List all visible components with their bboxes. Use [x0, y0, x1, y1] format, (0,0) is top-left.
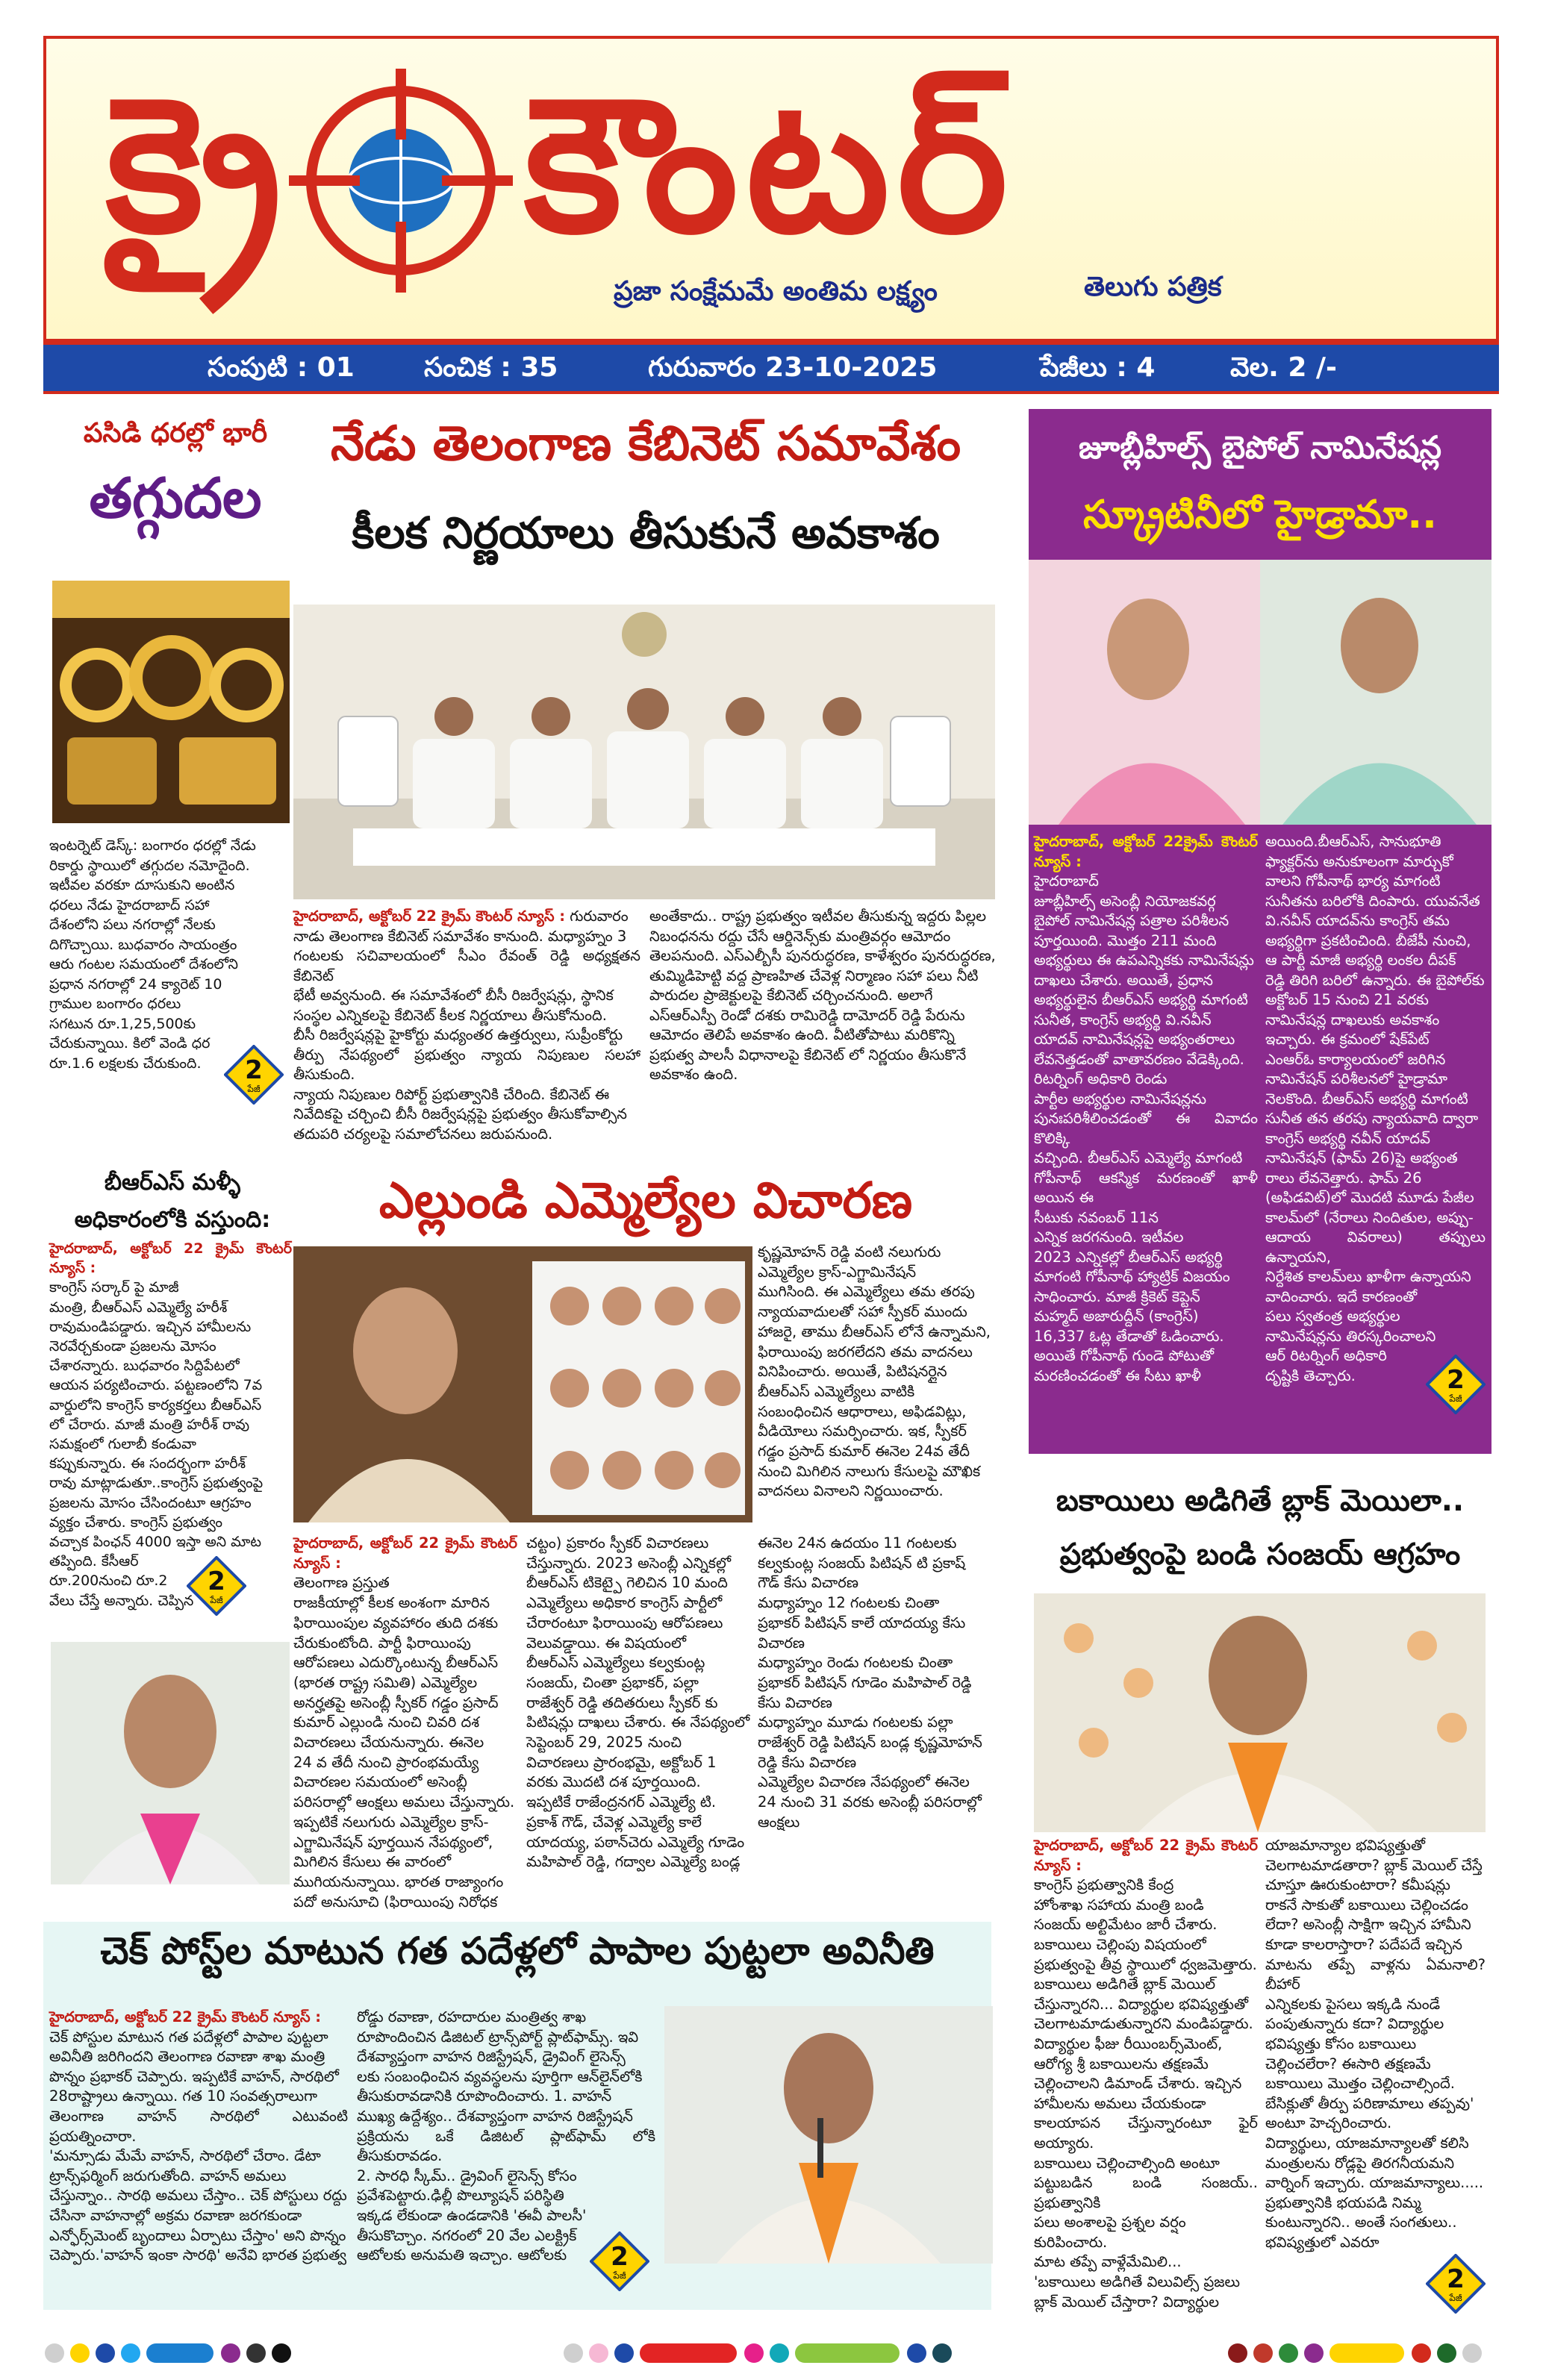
body-line: హైదరాబాద్ [1034, 872, 1099, 890]
body-line: బ్లాక్ మెయిల్ చేస్తారా? విద్యార్థుల [1034, 2293, 1220, 2311]
body-line: మంత్రి, బీఆర్ఎస్ ఎమ్మెల్యే హరీశ్ [49, 1299, 228, 1316]
body-line: వీడియోలు సమర్పించారు. ఇక, స్పీకర్ [758, 1422, 967, 1440]
body-line: అవకాశం ఉంది. [649, 1066, 738, 1083]
body-line: (అఫిడవిట్)లో మొదటి మూడు పేజీల [1265, 1189, 1474, 1206]
body-line: అంటూ హెచ్చరించారు. [1265, 2114, 1392, 2132]
badge-number: 2 [245, 1055, 263, 1085]
body-line: వరకు మొదటి దశ పూర్తయింది. [526, 1773, 701, 1791]
body-line: బైపోల్ నామినేషన్ల పత్రాల పరిశీలన [1034, 912, 1229, 929]
cabinet-subheadline: కీలక నిర్ణయాలు తీసుకునే అవకాశం [352, 507, 940, 558]
jubilee-hills-headline: జూబ్లీహిల్స్ బైపోల్ నామినేషన్ల [1079, 429, 1441, 466]
body-line: సునీత తన తరపు న్యాయవాది ద్వారా [1265, 1110, 1479, 1127]
body-line: చెల్లించాలని డిమాండ్ చేశారు. ఇచ్చిన [1034, 2075, 1242, 2093]
body-line: విచారణల సమయంలో అసెంబ్లీ [293, 1773, 467, 1791]
body-line: సునీతను బరిలోకి దింపారు. యువనేత [1265, 892, 1480, 910]
badge-page-label: పేజీ [613, 2270, 626, 2281]
body-line: చేసినా వాహనాల్లో అక్రమ రవాణా జరగకుండా [49, 2206, 302, 2224]
body-line: వి.నవీన్ యాదవ్‌ను కాంగ్రెస్ తమ [1265, 912, 1450, 929]
body-line: ఎంఆర్ఓ కార్యాలయంలో జరిగిన [1265, 1050, 1446, 1068]
body-line: మంత్రులను రోడ్లపై తిరగనీయమని [1265, 2154, 1455, 2172]
cabinet-headline: నేడు తెలంగాణ కేబినెట్ సమావేశం [330, 416, 961, 472]
body-line: పట్టుబడిన బండి సంజయ్.. ప్రభుత్వానికి [1034, 2174, 1258, 2211]
continued-page-badge [224, 1045, 284, 1105]
body-line: చేశారన్నారు. బుధవారం సిద్దిపేటలో [49, 1358, 240, 1375]
body-line: ఇక్కడ లేకుండా ఉండడానికి 'ఈవీ పాలసీ' [357, 2206, 587, 2224]
body-line: 24 వ తేదీ నుంచి ప్రారంభమయ్యే [293, 1753, 479, 1771]
body-line: తెలంగాణ ప్రస్తుత [293, 1574, 390, 1592]
body-line: కాంగ్రెస్ సర్కార్ పై మాజీ [49, 1279, 179, 1296]
body-line: నామినేషన్ (ఫామ్ 26)పై అభ్యంత [1265, 1149, 1458, 1166]
body-line: ఇప్పటికే నలుగురు ఎమ్మెల్యేల క్రాస్- [293, 1813, 489, 1831]
dateline: హైదరాబాద్, అక్టోబర్ 22 క్రైమ్ కౌంటర్ న్యూస్ : [293, 1534, 517, 1572]
gold-story-headline: తగ్గుదల [89, 466, 262, 531]
body-line: దృష్టికి తెచ్చారు. [1265, 1367, 1356, 1384]
body-line: ఎన్ఫోర్స్‌మెంట్ బృందాలు ఏర్పాటు చేస్తాం' అని పొన్నం [49, 2226, 346, 2244]
footer-color-strip-right [1228, 2343, 1504, 2366]
body-line: అక్టోబర్ 15 నుంచి 21 వరకు [1265, 991, 1429, 1008]
body-line: ఆరు గంటల సమయంలో దేశంలోని [49, 956, 238, 972]
continued-page-badge [1426, 2254, 1486, 2314]
body-line: ప్రభుత్వంపై తీవ్ర స్థాయిలో ధ్వజమెత్తారు. [1034, 1955, 1257, 1973]
brand-name-left: క్రై [105, 57, 282, 274]
body-line: రాజకీయాల్లో కీలక అంశంగా మారిన [293, 1594, 490, 1612]
check-post-col-2 [357, 2008, 655, 2266]
body-line: పరిసరాల్లో ఆంక్షలు అమలు చేస్తున్నారు. [293, 1793, 515, 1811]
body-line: ఎమ్మెల్యేల విచారణ నేపథ్యంలో ఈనెల [758, 1773, 970, 1791]
body-line: కాంగ్రెస్ అభ్యర్థి నవీన్ యాదవ్ [1265, 1129, 1430, 1147]
body-line: యాజమాన్యాల భవిష్యత్తుతో [1265, 1837, 1426, 1854]
body-line: ముగియనున్నాయి. భారత రాజ్యాంగం [293, 1873, 504, 1890]
body-line: గౌడ్ కేసు విచారణ [758, 1574, 858, 1592]
body-line: విద్యార్థుల ఫీజు రీయింబర్స్‌మెంట్, [1034, 2034, 1223, 2052]
body-line: నామినేషన్ పరిశీలనలో హైడ్రామా [1265, 1070, 1448, 1087]
body-line: లకు సంబంధించిన వ్యవస్థలను పూర్తిగా ఆన్‌లైన్‌లోకి [357, 2067, 643, 2085]
body-line: కాంగ్రెస్ ప్రభుత్వానికి కేంద్ర [1034, 1876, 1174, 1894]
body-line: ప్రకాశ్ గౌడ్, చేవెళ్ల ఎమ్మెల్యే కాలే [526, 1813, 702, 1831]
body-line: రెడ్డి తిరిగి బరిలో ఉన్నారు. ఈ బైపోల్‌కు [1265, 971, 1485, 989]
body-line: తీసుకురావడానికి రూపొందించారు. 1. వాహన్ [357, 2087, 612, 2105]
continued-page-badge [1426, 1355, 1486, 1414]
body-line: అంతేకాదు.. రాష్ట్ర ప్రభుత్వం ఇటీవల తీసుకున్న ఇద్దరు పిల్లల [649, 908, 987, 925]
body-line: భవిష్యత్తులో ఎవరూ [1265, 2233, 1380, 2251]
body-line: 16,337 ఓట్ల తేడాతో ఓడించారు. [1034, 1327, 1224, 1345]
volume-number: సంపుటి : 01 [208, 352, 355, 383]
body-line: ముగిసింది. ఈ ఎమ్మెల్యేలు తమ తరపు [758, 1283, 975, 1301]
body-line: బకాయిలు చెల్లించాల్సింది అంటూ [1034, 2154, 1220, 2172]
body-line: రాజేశ్వర్ రెడ్డి తదితరులు స్పీకర్ కు [526, 1693, 718, 1711]
body-line: మరణించడంతో ఈ సీటు ఖాళీ [1034, 1367, 1201, 1384]
brs-story-headline [49, 1164, 296, 1239]
body-line: దేశవ్యాప్తంగా వాహన రిజిస్ట్రేషన్, డ్రైవింగ్ లైసెన్స్ [357, 2048, 626, 2066]
body-line: ఆటోలకు అనుమతి ఇచ్చాం. ఆటోలకు [357, 2246, 567, 2264]
body-line: నామినేషన్ల దాఖలుకు అవకాశం [1265, 1011, 1440, 1028]
body-line: తెలపనుంది. ఎస్ఎల్బీసీ పునరుద్ధరణ, కాళేశ్వరం పునరుద్ధరణ, [649, 947, 996, 964]
body-line: సంజయ్, చింతా ప్రభాకర్, పల్లా [526, 1673, 699, 1691]
body-line: నిర్దేశిత కాలమ్‌లు ఖాళీగా ఉన్నాయని [1265, 1268, 1471, 1285]
badge-number: 2 [1447, 1365, 1465, 1395]
globe-crosshair-logo [289, 69, 513, 293]
body-line: కాలమ్‌లో (నేరాలు నిందితుల, అప్పు- [1265, 1208, 1474, 1226]
dateline: హైదరాబాద్, అక్టోబర్ 22 క్రైమ్ కౌంటర్ న్యూస్ : [49, 1240, 292, 1277]
body-line: చెలగాటమాడతారా? బ్లాక్ మెయిల్ చేస్తే [1265, 1856, 1483, 1874]
body-line: వార్నింగ్ ఇచ్చారు. యాజమాన్యాలు..... [1265, 2174, 1484, 2192]
body-line: 2023 ఎన్నికల్లో బీఆర్ఎస్ అభ్యర్థి [1034, 1248, 1223, 1266]
body-line: బీఆర్ఎస్ ఎమ్మెల్యేలు కల్వకుంట్ల [526, 1654, 705, 1672]
issue-date: గురువారం 23-10-2025 [648, 352, 938, 383]
body-line: కూడా కాలరాస్తారా? పదేపదే ఇచ్చిన [1265, 1935, 1462, 1953]
masthead [43, 36, 1499, 342]
body-line: మాట తప్పే వాళ్లేమేమిలి... [1034, 2253, 1182, 2271]
body-line: ప్రభాకర్ పిటిషన్ గూడెం మహిపాల్ రెడ్డి [758, 1673, 972, 1691]
body-line: తదుపరి చర్యలపై సమాలోచనలు జరుపనుంది. [293, 1125, 553, 1143]
body-line: లేవనెత్తడంతో వాతావరణం వేడెక్కింది. [1034, 1050, 1244, 1068]
headline-line: ప్రభుత్వంపై బండి సంజయ్ ఆగ్రహం [1059, 1537, 1461, 1572]
body-line: ప్రభాకర్ పిటిషన్ కాలే యాదయ్య కేసు [758, 1614, 966, 1631]
continued-page-badge [590, 2231, 649, 2291]
body-line: అయింది.బీఆర్ఎస్, సానుభూతి [1265, 833, 1441, 850]
body-line: ఇంటర్నెట్ డెస్క్: బంగారం ధరల్లో నేడు [49, 837, 256, 854]
body-line: ట్రాన్స్‌ఫర్మింగ్ జరుగుతోంది. వాహన్ అమలు [49, 2167, 287, 2184]
body-line: తప్పింది. కేసీఆర్ [49, 1553, 139, 1570]
body-line: చెక్ పోస్టుల మాటున గత పదేళ్లలో పాపాల పుట్టలా [49, 2028, 328, 2046]
body-line: పలు స్వతంత్ర అభ్యర్థుల [1265, 1308, 1400, 1325]
body-line: దిగొచ్చాయి. బుధవారం సాయంత్రం [49, 936, 237, 953]
body-line: రూ.1.6 లక్షలకు చేరుకుంది. [49, 1055, 202, 1072]
dateline: హైదరాబాద్, అక్టోబర్ 22క్రైమ్ కౌంటర్ న్యూస్ : [1034, 833, 1258, 870]
issue-number: సంచిక : 35 [424, 352, 558, 383]
body-line: గడ్డం ప్రసాద్ కుమార్ ఈనెల 24వ తేదీ [758, 1443, 970, 1461]
body-line: లేదా? అసెంబ్లీ సాక్షిగా ఇచ్చిన హామీని [1265, 1916, 1471, 1934]
body-line: నిబంధనను రద్దు చేసే ఆర్డినెన్స్‌కు మంత్రివర్గం ఆమోదం [649, 927, 951, 945]
body-line: ప్రభుత్వానికి భయపడి నిమ్మ [1265, 2193, 1421, 2211]
body-line: తుమ్మిడిహెట్టి వద్ద ప్రాణహిత చేవెళ్ల నిర్మాణం సహా పలు నీటి [649, 966, 979, 984]
jubilee-hills-subheadline: స్క్రూటినీలో హైడ్రామా.. [1083, 493, 1437, 537]
cabinet-story-col-1 [293, 907, 640, 1144]
body-line: ఆరోగ్య శ్రీ బకాయిలను తక్షణమే [1034, 2055, 1209, 2073]
headline-line: బకాయిలు అడిగితే బ్లాక్ మెయిలా.. [1056, 1484, 1465, 1518]
body-line: అనర్హతపై అసెంబ్లీ స్పీకర్ గడ్డం ప్రసాద్ [293, 1693, 499, 1711]
bandi-sanjay-photo [1034, 1593, 1486, 1832]
body-line: గురువారం [570, 908, 629, 925]
body-line: చూస్తూ ఊరుకుంటారా? కమీషన్లు [1265, 1876, 1450, 1894]
body-line: వినిపించారు. అయితే, పిటిషనర్లైన [758, 1363, 947, 1381]
body-line: తెలంగాణ వాహన్ సారథిలో ఎటువంటి ప్రయత్నించారా. [49, 2107, 348, 2145]
body-line: అభ్యర్థులైన బీఆర్ఎస్ అభ్యర్థి మాగంటి [1034, 991, 1248, 1008]
body-line: ప్రవేశపెట్టారు.ఢిల్లీ పొల్యూషన్ పరిస్థితి [357, 2187, 564, 2205]
body-line: నాడు తెలంగాణ కేబినెట్ సమావేశం కానుంది. మధ్యాహ్నం 3 [293, 927, 627, 945]
check-post-col-1 [49, 2008, 348, 2266]
body-line: వచ్చాక పింఛన్ 4000 ఇస్తా అని మాట [49, 1534, 262, 1551]
badge-page-label: పేజీ [1449, 1393, 1462, 1404]
body-line: వార్డులోని కాంగ్రెస్ కార్యకర్తలు బీఆర్ఎస్ [49, 1396, 262, 1414]
body-line: మాటను తప్పే వాళ్లను ఏమనాలి? బీహార్ [1265, 1955, 1486, 1993]
body-line: మధ్యాహ్నం రెండు గంటలకు చింతా [758, 1654, 953, 1672]
body-line: పలు అంశాలపై ప్రశ్నల వర్షం [1034, 2214, 1186, 2231]
dateline: హైదరాబాద్, అక్టోబర్ 22 క్రైమ్ కౌంటర్ న్యూస్ : [293, 908, 566, 925]
jubilee-hills-col-2 [1265, 832, 1486, 1386]
body-line: ప్రభుత్వ పాలసీ విధానాలపై కేబినెట్ లో నిర్ణయం తీసుకొనే [649, 1046, 967, 1063]
badge-number: 2 [1447, 2264, 1465, 2294]
body-line: విచారణలు చేయనున్నారు. ఈనెల [293, 1734, 484, 1752]
body-line: మిగిలిన కేసులు ఈ వారంలో [293, 1853, 452, 1871]
paper-type: తెలుగు పత్రిక [1084, 272, 1222, 302]
body-line: ఫిరాయింపు జరగలేదని తమ వాదనలు [758, 1343, 973, 1361]
body-line: పిటిషన్లు దాఖలు చేశారు. ఈ నేపథ్యంలో [526, 1714, 750, 1731]
body-line: అయితే గోపీనాథ్ గుండె పోటుతో [1034, 1347, 1214, 1364]
body-line: మధ్యాహ్నం 12 గంటలకు చింతా [758, 1594, 940, 1612]
body-line: పారుదల ప్రాజెక్టులపై కేబినెట్ చర్చించనుంది. అలాగే [649, 987, 933, 1004]
body-line: ఇచ్చారు. ఈ క్రమంలో షేక్‌పేట్ [1265, 1031, 1430, 1048]
body-line: సంజయ్ అల్టిమేటం జారీ చేశారు. [1034, 1916, 1218, 1934]
body-line: ఎన్నిక జరగనుంది. ఇటీవల [1034, 1228, 1184, 1246]
body-line: గోపీనాథ్ ఆకస్మిక మరణంతో ఖాళీ అయిన ఈ [1034, 1169, 1258, 1206]
body-line: ఆ పార్టీ మాజీ అభ్యర్థి లంకల దీపక్ [1265, 952, 1456, 969]
mla-story-col-1 [293, 1534, 517, 1912]
body-line: పొన్నం ప్రభాకర్ చెప్పారు. ఇప్పటికే వాహన్, సారథిలో [49, 2067, 339, 2085]
body-line: చట్టం) ప్రకారం స్పీకర్ విచారణలు [526, 1534, 709, 1552]
body-line: హోంశాఖ సహాయ మంత్రి బండి [1034, 1896, 1204, 1914]
body-line: చేరుకుంటోంది. పార్టీ ఫిరాయింపు [293, 1634, 471, 1652]
gold-story-body [49, 836, 292, 1073]
body-line: న్యాయ నిపుణుల రిపోర్ట్ ప్రభుత్వానికి చేరింది. కేబినెట్ ఈ [293, 1085, 610, 1103]
mla-story-side-column [758, 1243, 1000, 1502]
body-line: ముఖ్య ఉద్దేశ్యం.. దేశవ్యాప్తంగా వాహన రిజిస్ట్రేషన్ [357, 2107, 633, 2125]
body-line: ఫ్యాక్టర్‌ను అనుకూలంగా మార్చుకో [1265, 852, 1453, 870]
body-line: నివేదికపై చర్చించి బీసీ రిజర్వేషన్లపై ప్రభుత్వం తీసుకోవాల్సిన [293, 1105, 627, 1122]
mla-story-col-3 [758, 1534, 1000, 1833]
body-line: న్యాయవాదులతో సహా స్పీకర్ ముందు [758, 1303, 967, 1321]
badge-number: 2 [208, 1567, 225, 1596]
body-line: పార్టీల అభ్యర్థుల నామినేషన్లను [1034, 1090, 1206, 1108]
body-line: 2. సారధి స్కీమ్.. డ్రైవింగ్ లైసెన్స్ కోసం [357, 2167, 577, 2184]
cabinet-story-col-2 [649, 907, 997, 1085]
body-line: ధరలు నేడు హైదరాబాద్ సహా [49, 896, 210, 913]
speaker-and-mlas-photo [293, 1246, 752, 1522]
body-line: గంటలకు సచివాలయంలో సీఎం రేవంత్ రెడ్డి అధ్యక్షతన కేబినెట్ [293, 947, 640, 984]
badge-number: 2 [611, 2242, 629, 2272]
body-line: మహ్మద్ అజారుద్దీన్ (కాంగ్రెస్) [1034, 1308, 1199, 1325]
brand-name-right: కౌంటర్ [524, 57, 1015, 274]
candidates-photo [1029, 560, 1491, 825]
body-line: ఇప్పటికే రాజేంద్రనగర్ ఎమ్మెల్యే టి. [526, 1793, 717, 1811]
body-line: దాఖలు చేశారు. అయితే, ప్రధాన [1034, 971, 1213, 989]
body-line: వాదించారు. ఇదే కారణంతో [1265, 1287, 1418, 1305]
body-line: మహిపాల్ రెడ్డి, గద్వాల ఎమ్మెల్యే బండ్ల [526, 1853, 741, 1871]
body-line: కుంటున్నారని.. అంతే సంగతులు.. [1265, 2214, 1457, 2231]
continued-page-badge [187, 1556, 246, 1616]
body-line: నెరవేర్చకుండా ప్రజలను మోసం [49, 1338, 216, 1355]
bandi-story-col-2 [1265, 1836, 1486, 2252]
body-line: బకాయిలు మొత్తం చెల్లించాల్సిందే. [1265, 2075, 1455, 2093]
body-line: విచారణ [758, 1634, 805, 1652]
tagline: ప్రజా సంక్షేమమే అంతిమ లక్ష్యం [614, 276, 938, 307]
body-line: చేస్తున్నారు. 2023 అసెంబ్లీ ఎన్నికల్లో [526, 1554, 732, 1572]
body-line: వేలు చేస్తే అన్నారు. చెప్పిన [49, 1592, 194, 1609]
body-line: పునఃపరిశీలించడంతో ఈ వివాదం కొలిక్కి [1034, 1110, 1258, 1147]
body-line: చేరుకున్నాయి. కిలో వెండి ధర [49, 1035, 211, 1052]
price: వెల. 2 /- [1230, 352, 1338, 383]
body-line: యాదయ్య, పఠాన్‌చెరు ఎమ్మెల్యే గూడెం [526, 1833, 745, 1851]
body-line: రిటర్నింగ్ అధికారి రెండు [1034, 1070, 1168, 1087]
body-line: సెప్టెంబర్ 29, 2025 నుంచి [526, 1734, 682, 1752]
body-line: రికార్డు స్థాయిలో తగ్గుదల నమోదైంది. [49, 857, 250, 874]
badge-page-label: పేజీ [247, 1084, 261, 1094]
body-line: అభ్యర్థులు ఈ ఉపఎన్నికకు నామినేషన్లు [1034, 952, 1254, 969]
footer-color-strip-center [564, 2343, 959, 2366]
mla-hearing-headline: ఎల్లుండి ఎమ్మెల్యేల విచారణ [378, 1172, 913, 1229]
bandi-story-col-1 [1034, 1836, 1258, 2312]
body-line: రావుమండిపడ్డారు. ఇచ్చిన హామీలను [49, 1318, 252, 1335]
body-line: చెలగాటమాడుతున్నారని మండిపడ్డారు. [1034, 2015, 1253, 2033]
body-line: కుమార్ ఎల్లుండి నుంచి చివరి దశ [293, 1714, 480, 1731]
body-line: కేసు విచారణ [758, 1693, 832, 1711]
body-line: రూ.200నుంచి రూ.2 [49, 1572, 168, 1590]
dateline: హైదరాబాద్, అక్టోబర్ 22 క్రైమ్ కౌంటర్ న్యూస్ : [1034, 1837, 1258, 1874]
check-post-headline: చెక్ పోస్ట్‌ల మాటున గత పదేళ్లలో పాపాల పుట్టలా అవినీతి [100, 1929, 935, 1973]
body-line: సమక్షంలో గులాబీ కండువా [49, 1436, 196, 1453]
body-line: చేరారంటూ ఫిరాయింపు ఆరోపణలు [526, 1614, 723, 1631]
body-line: వెలువడ్డాయి. ఈ విషయంలో [526, 1634, 687, 1652]
gold-story-kicker: పసిడి ధరల్లో భారీ [83, 418, 268, 449]
body-line: కాలయాపన చేస్తున్నారంటూ ఫైర్ అయ్యారు. [1034, 2114, 1258, 2152]
body-line: నామినేషన్లను తిరస్కరించాలని [1265, 1327, 1436, 1345]
body-line: బేసిక్లుతో తీర్పు పరిణామాలు తప్పవు' [1265, 2094, 1474, 2112]
body-line: ప్రజలను మోసం చేసిందంటూ ఆగ్రహం [49, 1494, 252, 1511]
body-line: సగటున రూ.1,25,500కు [49, 1015, 196, 1032]
bandi-sanjay-headline [1029, 1474, 1491, 1581]
headline-line: అధికారంలోకి వస్తుంది: [74, 1207, 271, 1233]
badge-page-label: పేజీ [1449, 2293, 1462, 2303]
body-line: తీసుకొచ్చాం. నగరంలో 20 వేల ఎలక్ట్రిక్ [357, 2226, 577, 2244]
body-line: ఎన్నికలకు పైసలు ఇక్కడి నుండే [1265, 1995, 1441, 2013]
body-line: పంపుతున్నారు కదా? విద్యార్థుల [1265, 2015, 1444, 2033]
body-line: ఆంక్షలు [758, 1813, 800, 1831]
body-line: అభ్యర్థిగా ప్రకటించింది. బీజేపీ నుంచి, [1265, 931, 1471, 949]
body-line: (భారత రాష్ట్ర సమితి) ఎమ్మెల్యేల [293, 1673, 478, 1691]
body-line: రెడ్డి కేసు విచారణ [758, 1753, 857, 1771]
body-line: తీర్పు నేపథ్యంలో ప్రభుత్వం న్యాయ నిపుణుల సలహా తీసుకుంది. [293, 1046, 640, 1083]
body-line: కల్వకుంట్ల సంజయ్ పిటిషన్ టి ప్రకాష్ [758, 1554, 966, 1572]
issue-info-bar [43, 342, 1499, 394]
body-line: విచారణలు ప్రారంభమై, అక్టోబర్ 1 [526, 1753, 717, 1771]
body-line: హాజరై, తాము బీఆర్ఎస్ లోనే ఉన్నామని, [758, 1322, 991, 1340]
body-line: ఈనెల 24న ఉదయం 11 గంటలకు [758, 1534, 957, 1552]
body-line: విద్యార్థులు, యాజమాన్యాలతో కలిసి [1265, 2134, 1469, 2152]
body-line: సీటుకు నవంబర్ 11న [1034, 1208, 1159, 1226]
body-line: సంబంధించిన ఆధారాలు, అఫిడవిట్లు, [758, 1402, 967, 1420]
body-line: 'బకాయిలు అడిగితే విలువిల్స్ ప్రజలు [1034, 2273, 1241, 2291]
body-line: పూర్తయింది. మొత్తం 211 మంది [1034, 931, 1217, 949]
body-line: ఆర్ రిటర్నింగ్ అధికారి [1265, 1347, 1387, 1364]
body-line: భేటీ అవ్వనుంది. ఈ సమావేశంలో బీసీ రిజర్వేషన్లు, స్థానిక [293, 987, 614, 1004]
body-line: వాదనలు వినాలని నిర్ణయించారు. [758, 1482, 944, 1500]
gold-jewellery-photo [52, 581, 290, 823]
body-line: నుంచి మిగిలిన నాలుగు కేసులపై మౌఖిక [758, 1462, 981, 1480]
body-line: ఎగ్జామినేషన్ పూర్తయిన నేపథ్యంలో, [293, 1833, 493, 1851]
body-line: గ్రాముల బంగారం ధరలు [49, 996, 181, 1012]
body-line: బీఆర్ఎస్ టికెట్పై గెలిచిన 10 మంది [526, 1574, 728, 1592]
page-count: పేజీలు : 4 [1040, 352, 1156, 383]
body-line: మధ్యాహ్నం మూడు గంటలకు పల్లా [758, 1714, 953, 1731]
body-line: సాధించారు. మాజీ క్రికెట్ కెప్టెన్ [1034, 1287, 1200, 1305]
body-line: 24 నుంచి 31 వరకు అసెంబ్లీ పరిసరాల్లో [758, 1793, 982, 1811]
body-line: అవినీతి జరిగిందని తెలంగాణ రవాణా శాఖ మంత్రి [49, 2048, 325, 2066]
body-line: ఎమ్మెల్యేల క్రాస్-ఎగ్జామినేషన్ [758, 1263, 917, 1281]
harish-rao-photo [51, 1642, 290, 1884]
body-line: పదో అనుసూచి (ఫిరాయింపు నిరోధక [293, 1893, 498, 1911]
body-line: ప్రక్రియను ఒకే డిజిటల్ ప్లాట్‌ఫామ్ లోకి తీసుకురావడం. [357, 2127, 655, 2165]
body-line: దేశంలోని పలు నగరాల్లో నేలకు [49, 916, 216, 933]
dateline: హైదరాబాద్, అక్టోబర్ 22 క్రైమ్ కౌంటర్ న్యూస్ : [49, 2008, 322, 2026]
body-line: చెల్లించలేరా? ఈసారి తక్షణమే [1265, 2055, 1431, 2073]
body-line: సునీత, కాంగ్రెస్ అభ్యర్థి వి.నవీన్ [1034, 1011, 1212, 1028]
body-line: జూబ్లీహిల్స్ అసెంబ్లీ నియోజకవర్గ [1034, 892, 1216, 910]
body-line: యాదవ్ నామినేషన్లపై అభ్యంతరాలు [1034, 1031, 1235, 1048]
body-line: చేస్తున్నారని... విద్యార్థుల భవిష్యత్తుతో [1034, 1995, 1249, 2013]
body-line: కృష్ణమోహన్ రెడ్డి వంటి నలుగురు [758, 1243, 941, 1261]
body-line: భవిష్యత్తు కోసం బకాయిలు [1265, 2034, 1417, 2052]
badge-page-label: పేజీ [210, 1595, 223, 1605]
body-line: రాలు లేవనెత్తారు. ఫామ్ 26 [1265, 1169, 1422, 1187]
body-line: నెలకొంది. బీఆర్ఎస్ అభ్యర్థి మాగంటి [1265, 1090, 1468, 1108]
body-line: మాగంటి గోపీనాథ్ హ్యాట్రిక్ విజయం [1034, 1268, 1230, 1285]
body-line: వాలని గోపీనాథ్ భార్య మాగంటి [1265, 872, 1441, 890]
body-line: రావు మాట్లాడుతూ..కాంగ్రెస్ ప్రభుత్వంపై [49, 1475, 264, 1492]
body-line: ఆదాయ వివరాలు) తప్పులు ఉన్నాయని, [1265, 1228, 1486, 1266]
body-line: బకాయిలు చెల్లింపు విషయంలో [1034, 1935, 1206, 1953]
footer-color-strip-left [45, 2343, 314, 2366]
body-line: ఎస్ఆర్ఎస్పీ రెండో దశకు రామిరెడ్డి దామోదర్ రెడ్డి పేరును [649, 1006, 965, 1024]
body-line: రాజేశ్వర్ రెడ్డి పిటిషన్ బండ్ల కృష్ణమోహన్ [758, 1734, 982, 1752]
headline-line: బీఆర్ఎస్ మళ్ళీ [104, 1169, 241, 1196]
body-line: బీఆర్ఎస్ ఎమ్మెల్యేలు వాటికి [758, 1382, 915, 1400]
body-line: వచ్చింది. బీఆర్ఎస్ ఎమ్మెల్యే మాగంటి [1034, 1149, 1243, 1166]
body-line: ఆమోదం తెలిపే అవకాశం ఉంది. వీటితోపాటు మరికొన్ని [649, 1026, 955, 1043]
body-line: రాకనే సాకుతో బకాయిలు చెల్లించడం [1265, 1896, 1468, 1914]
body-line: ఫిరాయింపుల వ్యవహారం తుది దశకు [293, 1614, 499, 1631]
ponnam-prabhakar-photo [664, 2006, 993, 2264]
body-line: రోడ్డు రవాణా, రహదారుల మంత్రిత్వ శాఖ [357, 2008, 587, 2026]
body-line: ఆయన పర్యటించారు. పట్టణంలోని 7వ [49, 1377, 263, 1394]
body-line: ఎమ్మెల్యేలు అధికార కాంగ్రెస్ పార్టీలో [526, 1594, 723, 1612]
body-line: 'మన్సూడు మేమే వాహన్, సారథిలో చేరాం. డేటా [49, 2147, 321, 2165]
jubilee-hills-col-1 [1034, 832, 1258, 1386]
body-line: లో చేరారు. మాజీ మంత్రి హరీశ్ రావు [49, 1416, 250, 1433]
body-line: వ్యక్తం చేశారు. కాంగ్రెస్ ప్రభుత్వం [49, 1514, 222, 1531]
body-line: కప్పుకున్నారు. ఈ సందర్భంగా హరీశ్ [49, 1455, 246, 1472]
body-line: 28రాష్ట్రాలు ఉన్నాయి. గత 10 సంవత్సరాలుగా [49, 2087, 318, 2105]
brs-story-body [49, 1239, 292, 1611]
body-line: చేస్తున్నాం.. సారథి అమలు చేస్తాం.. చెక్ పోస్టులు రద్దు [49, 2187, 347, 2205]
cabinet-meeting-photo [293, 605, 995, 899]
body-line: హామీలను అమలు చేయకుండా [1034, 2094, 1206, 2112]
body-line: బీసీ రిజర్వేషన్లపై హైకోర్టు మధ్యంతర ఉత్తర్వులు, సుప్రీంకోర్టు [293, 1026, 623, 1043]
body-line: రూపొందించిన డిజిటల్ ట్రాన్స్‌పోర్ట్ ప్లాట్‌ఫామ్స్. ఇవి [357, 2028, 639, 2046]
mla-story-col-2 [526, 1534, 750, 1873]
body-line: ఇటీవల వరకూ దూసుకుని అంటిన [49, 877, 235, 893]
body-line: సంస్థల ఎన్నికలపై కేబినెట్ కీలక నిర్ణయాలు తీసుకోనుంది. [293, 1006, 607, 1024]
body-line: ప్రధాన నగరాల్లో 24 క్యారెట్ 10 [49, 975, 222, 993]
body-line: బకాయిలు అడిగితే బ్లాక్ మెయిల్ [1034, 1975, 1216, 1993]
body-line: చెప్పారు.'వాహన్ ఇంకా సారథి' అనేవి భారత ప్రభుత్వ [49, 2246, 347, 2264]
body-line: ఆరోపణలు ఎదుర్కొంటున్న బీఆర్ఎస్ [293, 1654, 499, 1672]
body-line: కురిపించారు. [1034, 2233, 1108, 2251]
